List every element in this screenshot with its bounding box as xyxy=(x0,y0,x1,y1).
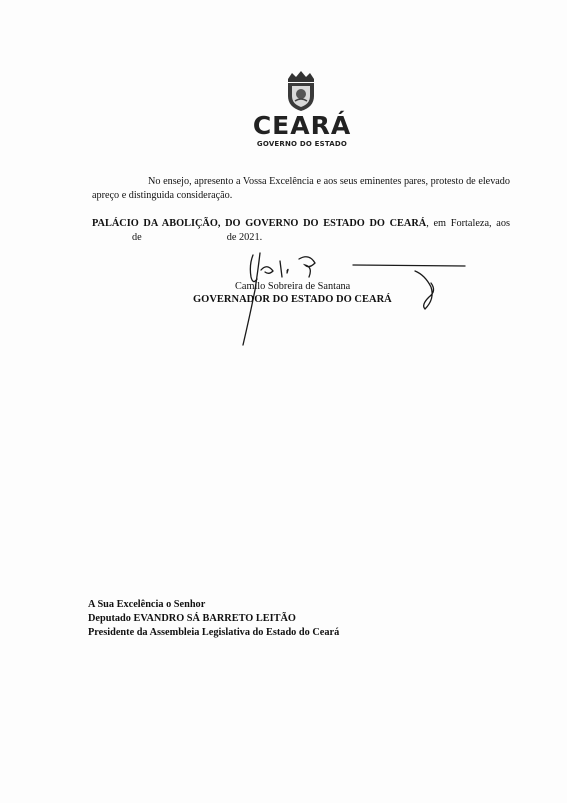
closing-paragraph: No ensejo, apresento a Vossa Excelência e aos seus eminentes pares, protesto de elevado apreço e distinguida consideração. xyxy=(92,176,510,201)
signer-title: GOVERNADOR DO ESTADO DO CEARÁ xyxy=(193,294,392,305)
coat-of-arms-icon xyxy=(283,70,319,112)
palace-name: PALÁCIO DA ABOLIÇÃO, DO GOVERNO DO ESTADO DO CEARÁ xyxy=(92,218,427,229)
brand-logo xyxy=(240,112,364,149)
place-date-text: , em Fortaleza, aos xyxy=(426,218,510,229)
place-date-paragraph xyxy=(92,217,510,245)
date-de: de xyxy=(132,232,142,243)
addressee-name: Deputado EVANDRO SÁ BARRETO LEITÃO xyxy=(88,613,296,624)
addressee-block xyxy=(88,598,339,640)
addressee-salutation: A Sua Excelência o Senhor xyxy=(88,599,206,610)
brand-subtitle: GOVERNO DO ESTADO xyxy=(256,140,348,148)
signer-name: Camilo Sobreira de Santana xyxy=(235,281,351,292)
addressee-position: Presidente da Assembleia Legislativa do Estado do Ceará xyxy=(88,627,340,638)
brand-name: CEARÁ xyxy=(252,111,352,140)
date-year: de 2021. xyxy=(226,232,263,243)
